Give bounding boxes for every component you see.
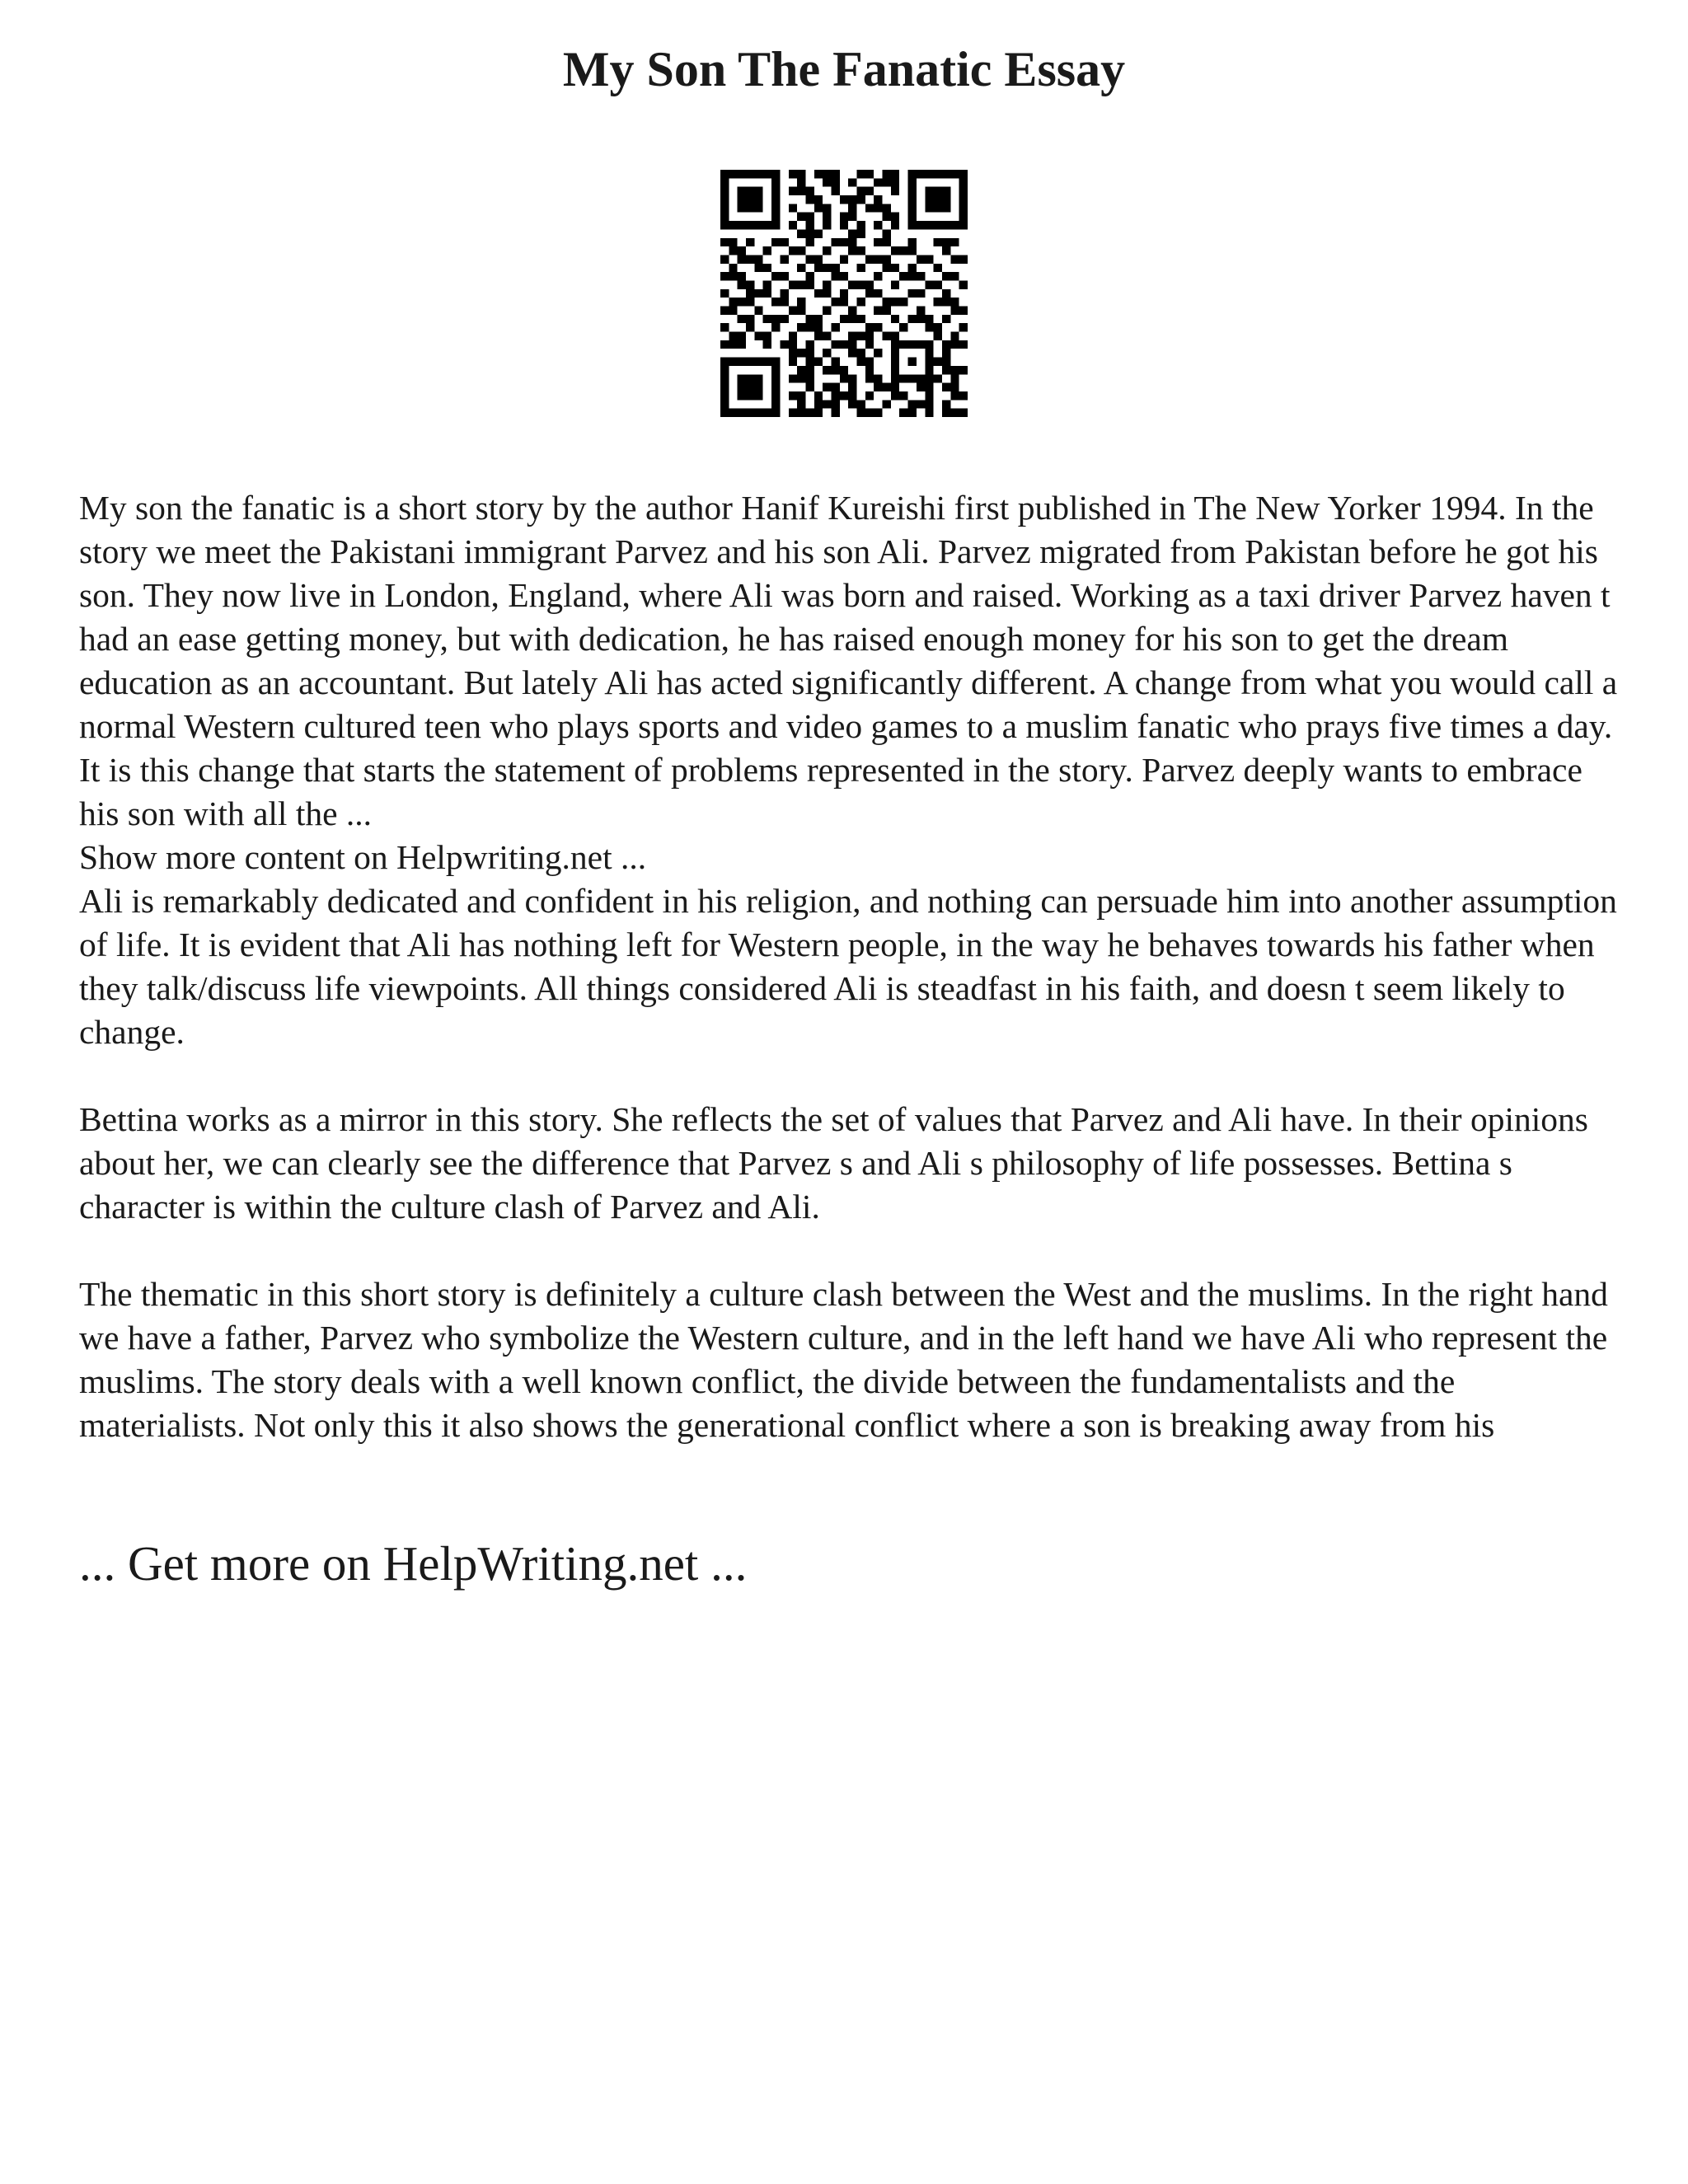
essay-body	[79, 486, 1620, 1447]
show-more-link[interactable]: Show more content on Helpwriting.net ...	[79, 838, 647, 876]
essay-paragraph-3: Bettina works as a mirror in this story. She reflects the set of values that Parvez and Ali have. In their opinions about her, we can clearly see the difference that Parvez s and Ali s philosophy of life possesses. Bettina s character is within the culture clash of Parvez and Ali.	[79, 1100, 1588, 1226]
paragraph-spacer	[79, 1054, 1620, 1098]
essay-paragraph-2: Ali is remarkably dedicated and confident in his religion, and nothing can persuade him into another assumption of life. It is evident that Ali has nothing left for Western people, in the way he behaves towards his father when they talk/discuss life viewpoints. All things considered Ali is steadfast in his faith, and doesn t seem likely to change.	[79, 882, 1617, 1051]
page-title: My Son The Fanatic Essay	[562, 42, 1126, 96]
paragraph-spacer	[79, 1229, 1620, 1272]
essay-paragraph-4: The thematic in this short story is definitely a culture clash between the West and the muslims. In the right hand we have a father, Parvez who symbolize the Western culture, and in the left hand we have Ali who represent the muslims. The story deals with a well known conflict, the divide between the fundamentalists and the materialists. Not only this it also shows the generational conflict where a son is breaking away from his	[79, 1275, 1608, 1444]
essay-paragraph-1: My son the fanatic is a short story by the author Hanif Kureishi first published in The New Yorker 1994. In the story we meet the Pakistani immigrant Parvez and his son Ali. Parvez migrated from Pakistan before he got his son. They now live in London, England, where Ali was born and raised. Working as a taxi driver Parvez haven t had an ease getting money, but with dedication, he has raised enough money for his son to get the dream education as an accountant. But lately Ali has acted significantly different. A change from what you would call a normal Western cultured teen who plays sports and video games to a muslim fanatic who prays five times a day. It is this change that starts the statement of problems represented in the story. Parvez deeply wants to embrace his son with all the ...	[79, 489, 1618, 832]
get-more-link[interactable]: ... Get more on HelpWriting.net ...	[79, 1536, 748, 1591]
qr-code-icon	[720, 170, 968, 417]
